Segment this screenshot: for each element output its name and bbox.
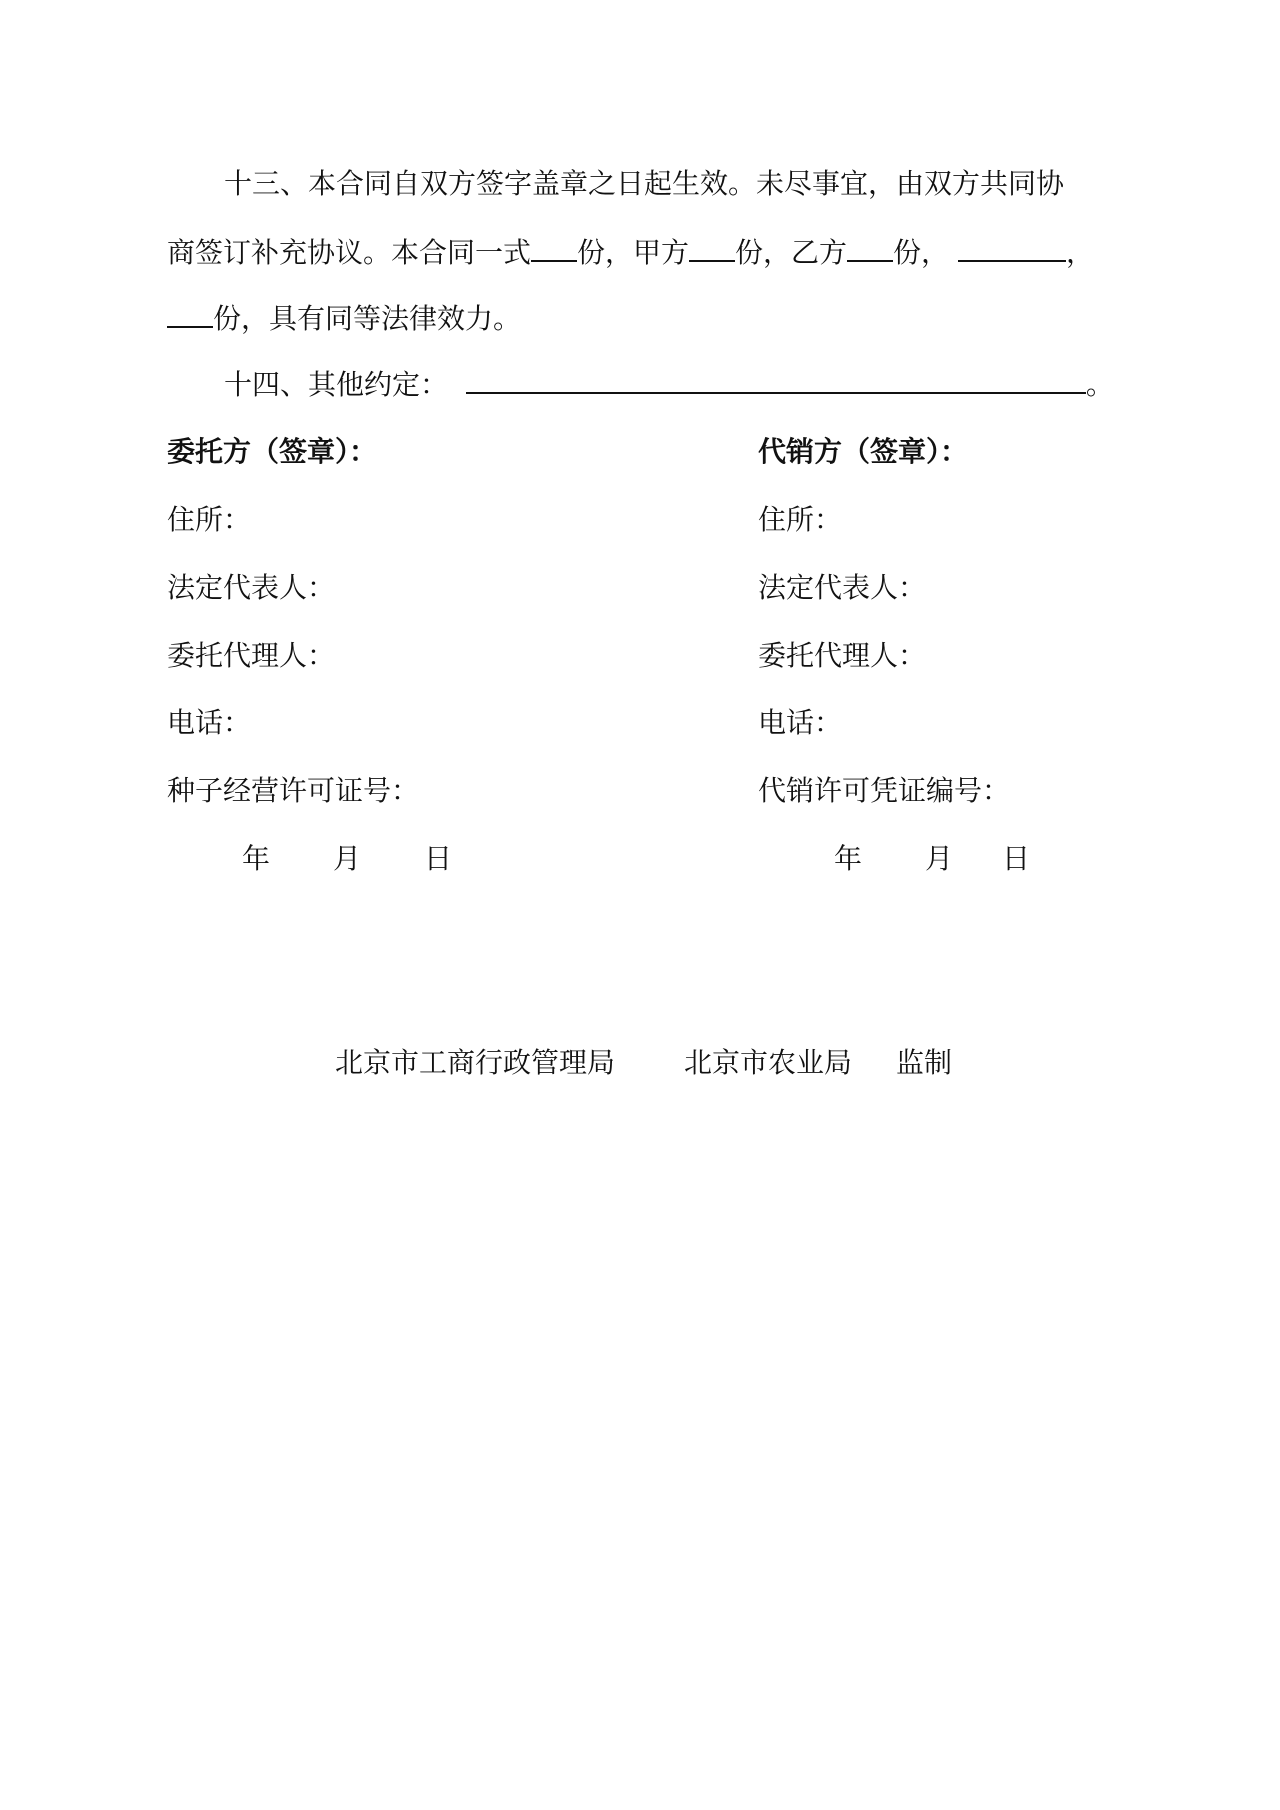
clause14-end: 。 [1085, 368, 1114, 401]
footer-org-agriculture: 北京市农业局 [684, 1046, 853, 1079]
left-agent-label: 委托代理人： [167, 639, 336, 672]
right-legal-rep-label: 法定代表人： [758, 571, 927, 604]
footer-supervise: 监制 [896, 1046, 953, 1079]
clause13-fen-party-b: 份，乙方 [735, 236, 848, 269]
clause13-fen-comma: 份， [893, 236, 950, 269]
right-date-year: 年 [834, 842, 863, 875]
right-license-label: 代销许可凭证编号： [758, 774, 1011, 807]
clause13-fen-party-a: 份，甲方 [577, 236, 690, 269]
left-date-year: 年 [242, 842, 271, 875]
right-date-day: 日 [1002, 842, 1031, 875]
other-party-blank[interactable] [958, 230, 1066, 262]
left-date-day: 日 [424, 842, 453, 875]
clause13-comma: ， [1065, 236, 1094, 269]
left-address-label: 住所： [167, 503, 252, 536]
clause13-line3 [167, 296, 521, 339]
other-agreement-blank[interactable] [466, 362, 1086, 394]
clause14-line [224, 362, 1114, 405]
right-agent-label: 委托代理人： [758, 639, 927, 672]
left-date-month: 月 [333, 842, 362, 875]
copies-total-blank[interactable] [531, 230, 577, 262]
copies-party-a-blank[interactable] [689, 230, 735, 262]
clause13-line1 [224, 164, 1064, 204]
right-address-label: 住所： [758, 503, 843, 536]
clause13-text-3: 份，具有同等法律效力。 [213, 302, 522, 335]
right-phone-label: 电话： [758, 706, 843, 739]
clause13-text-1: 十三、本合同自双方签字盖章之日起生效。未尽事宜，由双方共同协 [224, 167, 1065, 200]
right-date-month: 月 [925, 842, 954, 875]
left-legal-rep-label: 法定代表人： [167, 571, 336, 604]
left-phone-label: 电话： [167, 706, 252, 739]
copies-other-blank[interactable] [167, 296, 213, 328]
footer-org-aic: 北京市工商行政管理局 [335, 1046, 616, 1079]
clause13-line2 [167, 230, 1094, 273]
clause13-text-2: 商签订补充协议。本合同一式 [167, 236, 532, 269]
left-license-label: 种子经营许可证号： [167, 774, 420, 807]
clause14-label: 十四、其他约定： [224, 368, 449, 401]
right-party-heading: 代销方（签章）： [758, 435, 969, 468]
left-party-heading: 委托方（签章）： [167, 435, 378, 468]
copies-party-b-blank[interactable] [847, 230, 893, 262]
